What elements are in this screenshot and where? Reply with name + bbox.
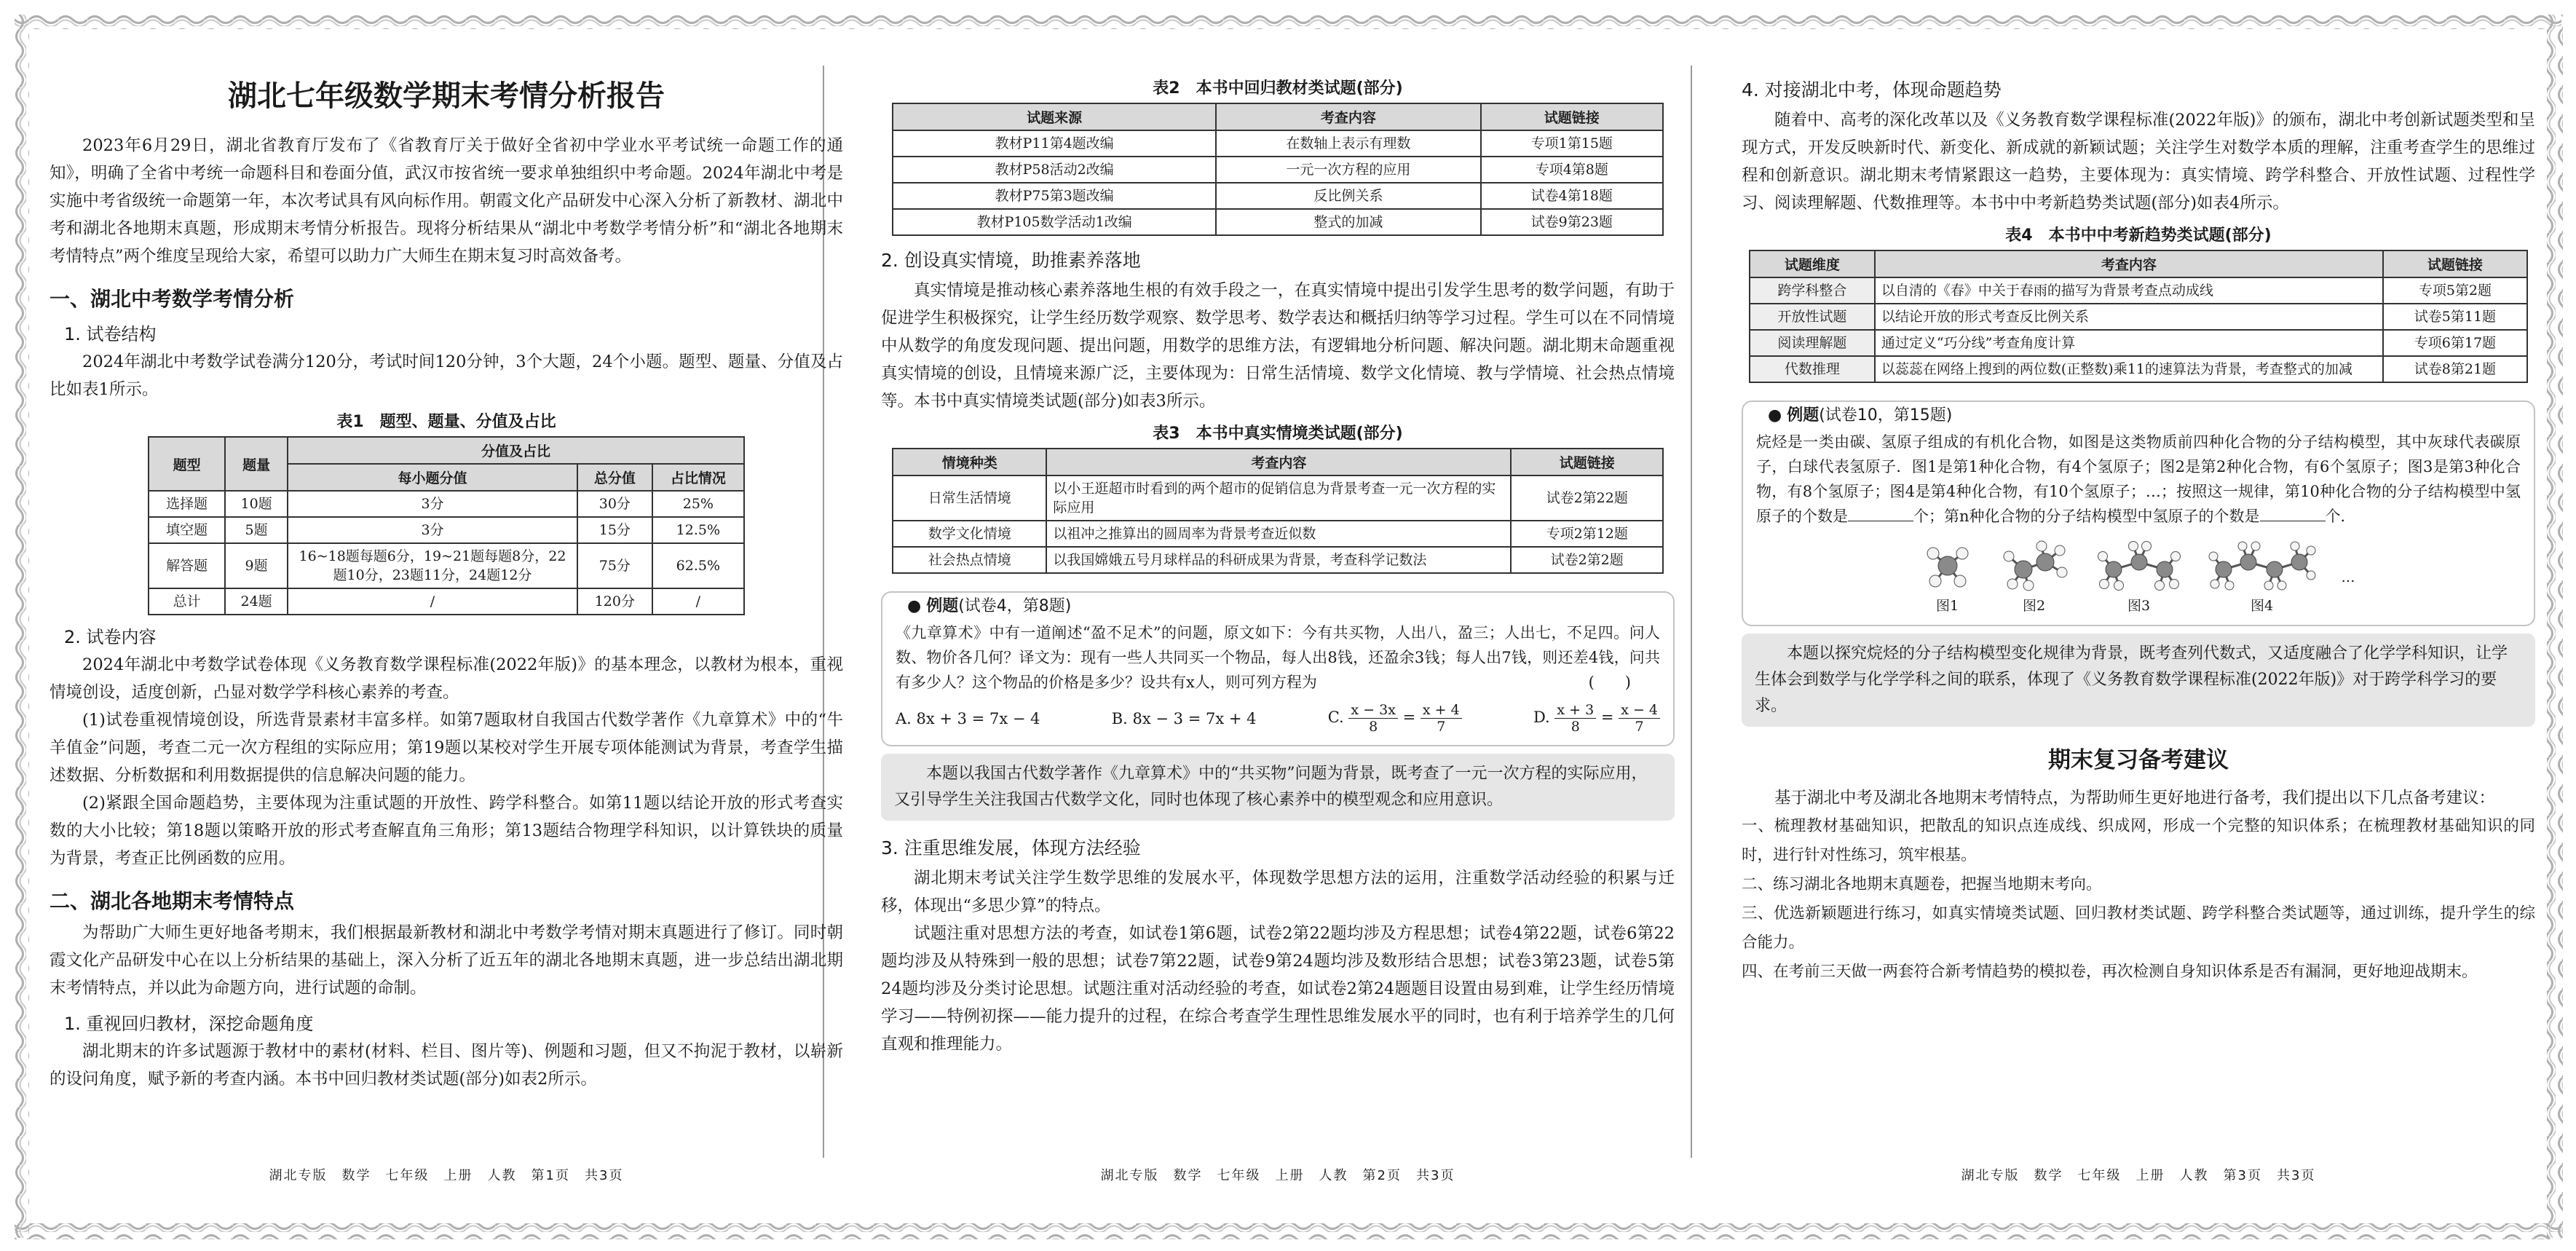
example-label: 例题 bbox=[926, 597, 959, 615]
fraction bbox=[1421, 702, 1462, 735]
table-cell: 专项4第8题 bbox=[1481, 157, 1663, 183]
textbook-return-text: 湖北期末的许多试题源于教材中的素材(材料、栏目、图片等)、例题和习题，但又不拘泥于教材，以崭新的设问角度，赋予新的考查内涵。本书中回归教材类试题(部分)如表2所示。 bbox=[50, 1042, 843, 1089]
table-row bbox=[893, 157, 1663, 183]
example-box bbox=[881, 591, 1675, 746]
lightbulb-icon: ● bbox=[907, 597, 922, 615]
table-header: 考查内容 bbox=[1046, 449, 1511, 475]
table-cell: 跨学科整合 bbox=[1750, 277, 1875, 304]
table-3-caption: 表3 本书中真实情境类试题(部分) bbox=[1153, 425, 1403, 443]
table-row bbox=[149, 491, 744, 517]
table-1-caption: 表1 题型、题量、分值及占比 bbox=[336, 413, 556, 431]
table-cell: 数学文化情境 bbox=[893, 521, 1046, 547]
figure-1 bbox=[1922, 540, 1973, 615]
figure-4 bbox=[2208, 540, 2317, 615]
table-cell: 12.5% bbox=[652, 517, 744, 543]
denominator: 8 bbox=[1369, 719, 1378, 735]
column-divider bbox=[1691, 66, 1692, 1158]
paper-content-point-2: (2)紧跟全国命题趋势，主要体现为注重试题的开放性、跨学科整合。如第11题以结论开放的形式考查实数的大小比较；第18题以策略开放的形式考查解直角三角形；第13题结合物理学科知识，以计算铁块的质量为背景，考查正比例函数的应用。 bbox=[50, 794, 843, 868]
table-cell: 30分 bbox=[577, 491, 652, 517]
table-row bbox=[149, 517, 744, 543]
denominator: 8 bbox=[1571, 719, 1580, 735]
choice-b: B. 8x − 3 = 7x + 4 bbox=[1111, 709, 1257, 727]
intro-paragraph: 2023年6月29日，湖北省教育厅发布了《省教育厅关于做好全省初中学业水平考试统一命题工作的通知》，明确了全省中考统一命题科目和卷面分值，武汉市按省统一要求单独组织中考命题。2024年湖北中考是实施中考省级统一命题第一年，本次考试具有风向标作用。朝霞文化产品研发中心深入分析了新教材、湖北中考和湖北各地期末真题，形成期末考情分析报告。现将分析结果从“湖北中考数学考情分析”和“湖北各地期末考情特点”两个维度呈现给大家，希望可以助力广大师生在期末复习时高效备考。 bbox=[50, 136, 843, 266]
table-cell: 教材P75第3题改编 bbox=[893, 183, 1216, 209]
table-header: 题量 bbox=[225, 437, 288, 491]
table-4 bbox=[1749, 250, 2528, 383]
table-cell: 专项1第15题 bbox=[1481, 130, 1663, 157]
subsection-2-4-heading: 4. 对接湖北中考，体现命题趋势 bbox=[1742, 79, 2002, 100]
numerator: x + 4 bbox=[1421, 702, 1462, 719]
suggestion-2: 二、练习湖北各地期末真题卷，把握当地期末考向。 bbox=[1742, 875, 2102, 893]
choices bbox=[896, 702, 1660, 735]
table-cell: 解答题 bbox=[149, 543, 225, 588]
table-cell: 以小王逛超市时看到的两个超市的促销信息为背景考查一元一次方程的实际应用 bbox=[1046, 475, 1511, 521]
table-header: 分值及占比 bbox=[288, 437, 744, 464]
subsection-2-2-heading: 2. 创设真实情境，助推素养落地 bbox=[881, 250, 1141, 271]
review-intro: 基于湖北中考及湖北各地期末考情特点，为帮助师生更好地进行备考，我们提出以下几点备考建议： bbox=[1774, 789, 2496, 808]
paper-structure-text: 2024年湖北中考数学试卷满分120分，考试时间120分钟，3个大题，24个小题。题型、题量、分值及占比如表1所示。 bbox=[50, 352, 843, 399]
thinking-text-2: 试题注重对思想方法的考查，如试卷1第6题，试卷2第22题均涉及方程思想；试卷4第22题，试卷6第22题均涉及从特殊到一般的思想；试卷7第22题，试卷9第24题均涉及数形结合思想；试卷3第23题，试卷5第24题均涉及分类讨论思想。试题注重对活动经验的考查，如试卷2第24题题目设置由易到难，让学生经历情境学习——特例初探——能力提升的过程，在综合考查学生理性思维发展水平的同时，也有利于培养学生的几何直观和推理能力。 bbox=[881, 924, 1675, 1054]
table-cell: 3分 bbox=[288, 491, 577, 517]
table-cell: 试卷5第11题 bbox=[2383, 304, 2527, 330]
table-2-caption: 表2 本书中回归教材类试题(部分) bbox=[1153, 79, 1403, 98]
table-cell: 试卷2第22题 bbox=[1511, 475, 1663, 521]
table-cell: 整式的加减 bbox=[1216, 209, 1480, 235]
real-context-text: 真实情境是推动核心素养落地生根的有效手段之一，在真实情境中提出引发学生思考的数学问题，有助于促进学生积极探究，让学生经历数学观察、数学思考、数学表达和概括归纳等学习过程。学生可以在不同情境中从数学的角度发现问题、提出问题，用数学的思维方法，有逻辑地分析问题、解决问题。湖北期末命题重视真实情境的创设，且情境来源广泛，主要体现为：日常生活情境、数学文化情境、教与学情境、社会热点情境等。本书中真实情境类试题(部分)如表3所示。 bbox=[881, 281, 1675, 411]
table-cell: 试卷8第21题 bbox=[2383, 356, 2527, 382]
table-row bbox=[893, 547, 1663, 573]
table-cell: 教材P105数学活动1改编 bbox=[893, 209, 1216, 235]
example-heading bbox=[900, 593, 1078, 616]
table-1 bbox=[148, 436, 745, 615]
fraction bbox=[1554, 702, 1596, 735]
table-cell: 社会热点情境 bbox=[893, 547, 1046, 573]
table-cell: 在数轴上表示有理数 bbox=[1216, 130, 1480, 157]
page-footer: 湖北专版 数学 七年级 上册 人教 第3页 共3页 bbox=[1961, 1168, 2316, 1183]
table-header: 题型 bbox=[149, 437, 225, 491]
example-question-text: 烷烃是一类由碳、氢原子组成的有机化合物，如图是这类物质前四种化合物的分子结构模型，其中灰球代表碳原子，白球代表氢原子．图1是第1种化合物，有4个氢原子；图2是第2种化合物，有6个氢原子；图3是第3种化合物，有8个氢原子；图4是第4种化合物，有10个氢原子；…；按照这一规律，第10种化合物的分子结构模型中氢原子的个数是 bbox=[1756, 433, 2521, 525]
example-comment: 本题以我国古代数学著作《九章算术》中的“共买物”问题为背景，既考查了一元一次方程的实际应用，又引导学生关注我国古代数学文化，同时也体现了核心素养中的模型观念和应用意识。 bbox=[881, 754, 1675, 821]
table-cell: 以自清的《春》中关于春雨的描写为背景考查点动成线 bbox=[1875, 277, 2383, 304]
table-cell: 15分 bbox=[577, 517, 652, 543]
example-question-text-2: 个；第n种化合物的分子结构模型中氢原子的个数是 bbox=[1913, 508, 2260, 525]
denominator: 7 bbox=[1635, 719, 1644, 735]
table-cell: 16~18题每题6分，19~21题每题8分，22题10分，23题11分，24题12分 bbox=[288, 543, 577, 588]
table-cell: 9题 bbox=[225, 543, 288, 588]
example-question-text: 《九章算术》中有一道阐述“盈不足术”的问题，原文如下：今有共买物，人出八，盈三；人出七，不足四。问人数、物价各几何？译文为：现有一些人共同买一个物品，每人出8钱，还盈余3钱；每人出7钱，则还差4钱，问共有多少人？这个物品的价格是多少？设共有x人，则可列方程为 bbox=[896, 624, 1660, 691]
table-cell: 3分 bbox=[288, 517, 577, 543]
example-question bbox=[1756, 430, 2521, 529]
table-cell: 试卷9第23题 bbox=[1481, 209, 1663, 235]
table-2 bbox=[892, 103, 1664, 236]
methane-molecule-icon bbox=[1922, 540, 1973, 591]
table-header: 试题链接 bbox=[1511, 449, 1663, 475]
suggestion-3: 三、优选新颖题进行练习，如真实情境类试题、回归教材类试题、跨学科整合类试题等，通过训练，提升学生的综合能力。 bbox=[1742, 904, 2535, 952]
choice-c bbox=[1328, 702, 1462, 735]
table-3 bbox=[892, 448, 1664, 574]
table-cell: / bbox=[288, 588, 577, 615]
butane-molecule-icon bbox=[2208, 540, 2317, 591]
example-source: (试卷10，第15题) bbox=[1819, 406, 1953, 425]
example-source: (试卷4，第8题) bbox=[958, 597, 1072, 615]
table-header: 情境种类 bbox=[893, 449, 1046, 475]
table-cell: 10题 bbox=[225, 491, 288, 517]
table-header: 考查内容 bbox=[1216, 103, 1480, 130]
table-row bbox=[893, 209, 1663, 235]
numerator: x − 3x bbox=[1348, 702, 1398, 719]
table-cell: 开放性试题 bbox=[1750, 304, 1875, 330]
table-cell: 填空题 bbox=[149, 517, 225, 543]
table-cell: 以结论开放的形式考查反比例关系 bbox=[1875, 304, 2383, 330]
table-cell: 以祖冲之推算出的圆周率为背景考查近似数 bbox=[1046, 521, 1511, 547]
figure-ellipsis: … bbox=[2341, 569, 2355, 585]
table-header: 每小题分值 bbox=[288, 464, 577, 491]
choice-label: D. bbox=[1533, 709, 1550, 726]
example-heading bbox=[1761, 403, 1959, 425]
paper-content-point-1: (1)试卷重视情境创设，所选背景素材丰富多样。如第7题取材自我国古代数学著作《九章算术》中的“牛羊值金”问题，考查二元一次方程组的实际应用；第19题以某校对学生开展专项体能测试为背景，考查学生描述数据、分析数据和利用数据提供的信息解决问题的能力。 bbox=[50, 711, 843, 785]
figure-3 bbox=[2095, 540, 2183, 615]
subsection-2-3-heading: 3. 注重思维发展，体现方法经验 bbox=[881, 837, 1141, 859]
example-box bbox=[1742, 400, 2535, 626]
table-row bbox=[893, 475, 1663, 521]
table-header: 试题来源 bbox=[893, 103, 1216, 130]
fraction bbox=[1619, 702, 1660, 735]
figure-label: 图3 bbox=[2127, 598, 2151, 614]
page-3 bbox=[1742, 51, 2535, 1158]
page-footer: 湖北专版 数学 七年级 上册 人教 第2页 共3页 bbox=[1100, 1168, 1455, 1183]
table-row bbox=[893, 521, 1663, 547]
table-cell: 专项2第12题 bbox=[1511, 521, 1663, 547]
table-header: 考查内容 bbox=[1875, 250, 2383, 277]
table-cell: 专项5第2题 bbox=[2383, 277, 2527, 304]
table-cell: 以我国嫦娥五号月球样品的科研成果为背景，考查科学记数法 bbox=[1046, 547, 1511, 573]
numerator: x − 4 bbox=[1619, 702, 1660, 719]
table-cell: 试卷2第2题 bbox=[1511, 547, 1663, 573]
table-cell: 选择题 bbox=[149, 491, 225, 517]
equals-sign: = bbox=[1402, 709, 1416, 726]
table-cell: 日常生活情境 bbox=[893, 475, 1046, 521]
equals-sign: = bbox=[1600, 709, 1614, 726]
table-cell: 75分 bbox=[577, 543, 652, 588]
table-cell: 阅读理解题 bbox=[1750, 330, 1875, 356]
table-cell: 代数推理 bbox=[1750, 356, 1875, 382]
table-cell: 62.5% bbox=[652, 543, 744, 588]
subsection-2-1-heading: 1. 重视回归教材，深挖命题角度 bbox=[64, 1014, 314, 1034]
table-row bbox=[1750, 356, 2527, 382]
fraction bbox=[1348, 702, 1398, 735]
figure-label: 图1 bbox=[1935, 598, 1959, 614]
table-cell: 反比例关系 bbox=[1216, 183, 1480, 209]
choice-d bbox=[1533, 702, 1660, 735]
molecule-figures bbox=[1756, 540, 2521, 615]
review-title: 期末复习备考建议 bbox=[2048, 747, 2229, 773]
thinking-text-1: 湖北期末考试关注学生数学思维的发展水平，体现数学思想方法的运用，注重数学活动经验的积累与迁移，体现出“多思少算”的特点。 bbox=[881, 869, 1675, 915]
table-header: 总分值 bbox=[577, 464, 652, 491]
table-header: 试题链接 bbox=[2383, 250, 2527, 277]
table-cell: 总计 bbox=[149, 588, 225, 615]
table-row bbox=[149, 543, 744, 588]
page-footer: 湖北专版 数学 七年级 上册 人教 第1页 共3页 bbox=[269, 1168, 624, 1183]
table-cell: 25% bbox=[652, 491, 744, 517]
example-comment: 本题以探究烷烃的分子结构模型变化规律为背景，既考查列代数式，又适度融合了化学学科知识，让学生体会到数学与化学学科之间的联系，体现了《义务教育数学课程标准(2022年版)》对于跨学科学习的要求。 bbox=[1742, 634, 2535, 727]
table-header: 试题维度 bbox=[1750, 250, 1875, 277]
numerator: x + 3 bbox=[1554, 702, 1596, 719]
trend-text: 随着中、高考的深化改革以及《义务教育数学课程标准(2022年版)》的颁布，湖北中考创新试题类型和呈现方式，开发反映新时代、新变化、新成就的新颖试题；关注学生对数学本质的理解，注重考查学生的思维过程和创新意识。湖北期末考情紧跟这一趋势，主要体现为：真实情境、跨学科整合、开放性试题、过程性学习、阅读理解题、代数推理等。本书中中考新趋势类试题(部分)如表4所示。 bbox=[1742, 111, 2535, 213]
section-1-heading: 一、湖北中考数学考情分析 bbox=[50, 287, 295, 311]
suggestion-4: 四、在考前三天做一两套符合新考情趋势的模拟卷，再次检测自身知识体系是否有漏洞，更好地迎战期末。 bbox=[1742, 963, 2478, 981]
table-row bbox=[893, 183, 1663, 209]
section-2-heading: 二、湖北各地期末考情特点 bbox=[50, 889, 295, 913]
table-row bbox=[893, 130, 1663, 157]
suggestion-1: 一、梳理教材基础知识，把散乱的知识点连成线、织成网，形成一个完整的知识体系；在梳理教材基础知识的同时，进行针对性练习，筑牢根基。 bbox=[1742, 817, 2535, 864]
table-cell: 教材P58活动2改编 bbox=[893, 157, 1216, 183]
table-cell: 通过定义“巧分线”考查角度计算 bbox=[1875, 330, 2383, 356]
lightbulb-icon: ● bbox=[1768, 406, 1782, 425]
table-4-caption: 表4 本书中中考新趋势类试题(部分) bbox=[2005, 226, 2272, 245]
section-2-intro: 为帮助广大师生更好地备考期末，我们根据最新教材和湖北中考数学考情对期末真题进行了修订。同时朝霞文化产品研发中心在以上分析结果的基础上，深入分析了近五年的湖北各地期末真题，进一步总结出湖北期末考情特点，并以此为命题方向，进行试题的命制。 bbox=[50, 923, 843, 998]
page-1 bbox=[50, 51, 843, 1158]
table-cell: 24题 bbox=[225, 588, 288, 615]
subsection-1-1-heading: 1. 试卷结构 bbox=[64, 324, 157, 344]
table-cell: / bbox=[652, 588, 744, 615]
subsection-1-2-heading: 2. 试卷内容 bbox=[64, 627, 157, 647]
table-header: 占比情况 bbox=[652, 464, 744, 491]
table-row bbox=[1750, 330, 2527, 356]
table-cell: 一元一次方程的应用 bbox=[1216, 157, 1480, 183]
ethane-molecule-icon bbox=[1998, 540, 2071, 591]
example-question-text-3: 个． bbox=[2325, 508, 2356, 525]
propane-molecule-icon bbox=[2095, 540, 2183, 591]
document-title: 湖北七年级数学期末考情分析报告 bbox=[228, 79, 665, 113]
example-question bbox=[896, 620, 1660, 695]
table-row bbox=[1750, 304, 2527, 330]
table-cell: 5题 bbox=[225, 517, 288, 543]
table-row bbox=[1750, 277, 2527, 304]
table-cell: 专项6第17题 bbox=[2383, 330, 2527, 356]
denominator: 7 bbox=[1437, 719, 1446, 735]
table-cell: 教材P11第4题改编 bbox=[893, 130, 1216, 157]
table-header: 试题链接 bbox=[1481, 103, 1663, 130]
table-cell: 试卷4第18题 bbox=[1481, 183, 1663, 209]
figure-2 bbox=[1998, 540, 2071, 615]
figure-label: 图2 bbox=[2022, 598, 2046, 614]
table-row bbox=[149, 588, 744, 615]
table-cell: 120分 bbox=[577, 588, 652, 615]
answer-paren: ( ) bbox=[1588, 674, 1631, 691]
figure-label: 图4 bbox=[2250, 598, 2274, 614]
choice-label: C. bbox=[1327, 709, 1344, 726]
paper-content-text: 2024年湖北中考数学试卷体现《义务教育数学课程标准(2022年版)》的基本理念，以教材为根本，重视情境创设，适度创新，凸显对数学学科核心素养的考查。 bbox=[50, 655, 843, 702]
table-cell: 以蕊蕊在网络上搜到的两位数(正整数)乘11的速算法为背景，考查整式的加减 bbox=[1875, 356, 2383, 382]
page-2 bbox=[881, 51, 1675, 1158]
choice-a: A. 8x + 3 = 7x − 4 bbox=[896, 709, 1040, 727]
example-label: 例题 bbox=[1787, 406, 1820, 425]
